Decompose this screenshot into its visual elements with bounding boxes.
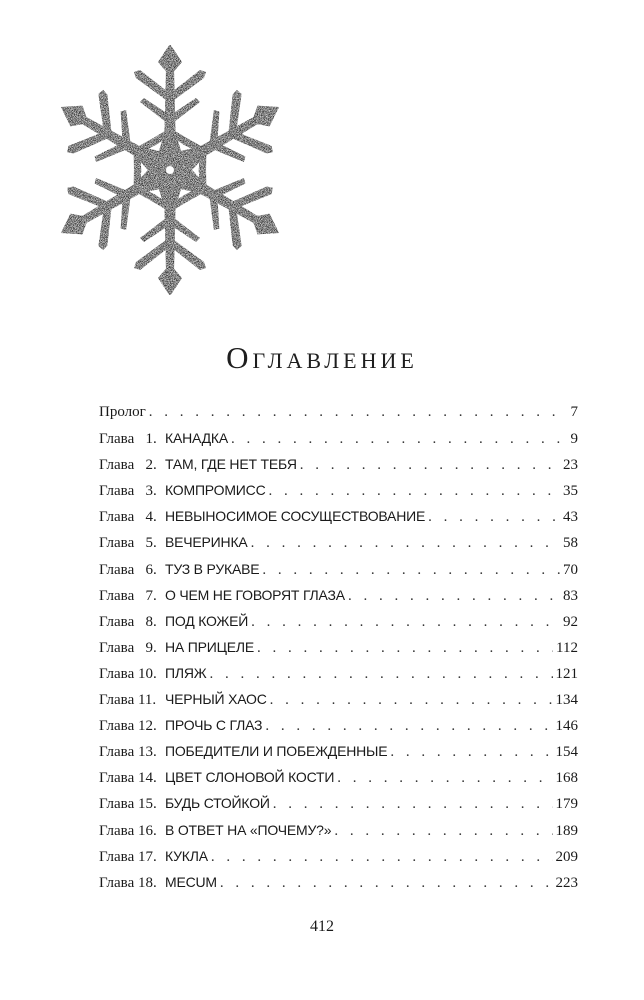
toc-chapter-label: Глава 12. (99, 718, 157, 735)
toc-chapter-title: ТАМ, ГДЕ НЕТ ТЕБЯ (165, 456, 297, 473)
toc-chapter-title: БУДЬ СТОЙКОЙ (165, 795, 270, 812)
toc-entry[interactable] (99, 477, 578, 503)
toc-entry[interactable] (99, 425, 578, 451)
toc-chapter-label: Пролог (99, 404, 146, 420)
toc-entry[interactable] (99, 843, 578, 869)
toc-chapter-title: ПЛЯЖ (165, 664, 207, 681)
toc-leader-dots (257, 635, 553, 661)
toc-entry[interactable] (99, 869, 578, 895)
toc-page-number: 112 (556, 639, 578, 656)
toc-chapter-label: Глава 10. (99, 665, 157, 682)
toc-chapter-label: Глава 7. (99, 587, 157, 604)
toc-chapter-title: ПОД КОЖЕЙ (165, 612, 249, 629)
toc-leader-dots (428, 504, 560, 530)
toc-entry[interactable] (99, 686, 578, 712)
toc-page-number: 23 (563, 457, 578, 474)
toc-leader-dots (273, 791, 553, 817)
toc-chapter-label: Глава 15. (99, 796, 157, 813)
toc-chapter-label: Глава 2. (99, 457, 157, 474)
toc-leader-dots (265, 713, 552, 739)
toc-chapter-title: КУКЛА (165, 847, 208, 864)
toc-leader-dots (231, 426, 568, 452)
toc-entry[interactable] (99, 660, 578, 686)
page-title: Оглавление (226, 340, 418, 375)
toc-chapter-title: КОМПРОМИСС (165, 482, 266, 499)
toc-chapter-label: Глава 18. (99, 874, 157, 891)
toc-page-number: 146 (555, 718, 578, 735)
toc-entry[interactable] (99, 817, 578, 843)
toc-leader-dots (268, 478, 560, 504)
toc-page-number: 154 (555, 744, 578, 761)
toc-entry[interactable] (99, 790, 578, 816)
toc-chapter-title: ВЕЧЕРИНКА (165, 534, 248, 551)
toc-page-number: 7 (570, 404, 578, 420)
toc-chapter-label: Глава 4. (99, 509, 157, 526)
toc-leader-dots (334, 818, 552, 844)
toc-page-number: 209 (555, 848, 578, 865)
toc-entry[interactable] (99, 634, 578, 660)
toc-page-number: 92 (563, 613, 578, 630)
toc-entry[interactable] (99, 738, 578, 764)
toc-page-number: 70 (563, 561, 578, 578)
toc-leader-dots (251, 609, 560, 635)
toc-chapter-title: О ЧЕМ НЕ ГОВОРЯТ ГЛАЗА (165, 586, 345, 603)
toc-leader-dots (211, 844, 553, 870)
toc-chapter-label: Глава 17. (99, 848, 157, 865)
toc-chapter-label: Глава 8. (99, 613, 157, 630)
toc-leader-dots (270, 687, 553, 713)
toc-chapter-label: Глава 14. (99, 770, 157, 787)
toc-leader-dots (390, 739, 552, 765)
toc-entry[interactable] (99, 503, 578, 529)
toc-leader-dots (251, 530, 560, 556)
toc-entry[interactable] (99, 399, 578, 425)
toc-leader-dots (337, 765, 552, 791)
snowflake-icon (38, 45, 302, 295)
toc-leader-dots (300, 452, 560, 478)
toc-page-number: 83 (563, 587, 578, 604)
toc-chapter-label: Глава 13. (99, 744, 157, 761)
toc-chapter-title: ТУЗ В РУКАВЕ (165, 560, 260, 577)
toc-chapter-title: В ОТВЕТ НА «ПОЧЕМУ?» (165, 821, 332, 838)
toc-chapter-title: ПОБЕДИТЕЛИ И ПОБЕЖДЕННЫЕ (165, 743, 388, 760)
toc-page-number: 134 (555, 692, 578, 709)
toc-leader-dots (262, 557, 560, 583)
toc-page-number: 9 (570, 431, 578, 448)
toc-chapter-title: ЦВЕТ СЛОНОВОЙ КОСТИ (165, 769, 335, 786)
toc-entry[interactable] (99, 608, 578, 634)
page-number: 412 (310, 918, 334, 935)
toc-chapter-label: Глава 6. (99, 561, 157, 578)
toc-chapter-label: Глава 3. (99, 483, 157, 500)
toc-entry[interactable] (99, 582, 578, 608)
toc-page-number: 189 (555, 822, 578, 839)
toc-chapter-label: Глава 11. (99, 692, 157, 709)
toc-page-number: 35 (563, 483, 578, 500)
toc-chapter-title: MECUM (165, 873, 217, 890)
toc-chapter-title: НА ПРИЦЕЛЕ (165, 638, 255, 655)
toc-page-number: 168 (555, 770, 578, 787)
toc-entry[interactable] (99, 556, 578, 582)
toc-leader-dots (149, 399, 568, 425)
toc-chapter-title: НЕВЫНОСИМОЕ СОСУЩЕСТВОВАНИЕ (165, 508, 426, 525)
toc-chapter-title: КАНАДКА (165, 430, 228, 447)
toc-leader-dots (220, 870, 553, 896)
table-of-contents (99, 399, 578, 895)
toc-entry[interactable] (99, 529, 578, 555)
toc-chapter-title: ЧЕРНЫЙ ХАОС (165, 691, 267, 708)
toc-chapter-label: Глава 5. (99, 535, 157, 552)
toc-page-number: 179 (555, 796, 578, 813)
toc-leader-dots (210, 661, 553, 687)
toc-chapter-label: Глава 1. (99, 431, 157, 448)
toc-page-number: 43 (563, 509, 578, 526)
toc-chapter-label: Глава 16. (99, 822, 157, 839)
toc-entry[interactable] (99, 712, 578, 738)
toc-chapter-title: ПРОЧЬ С ГЛАЗ (165, 717, 263, 734)
toc-entry[interactable] (99, 451, 578, 477)
toc-page-number: 58 (563, 535, 578, 552)
toc-page-number: 223 (555, 874, 578, 891)
toc-chapter-label: Глава 9. (99, 639, 157, 656)
toc-page-number: 121 (555, 665, 578, 682)
toc-leader-dots (348, 583, 560, 609)
toc-entry[interactable] (99, 764, 578, 790)
